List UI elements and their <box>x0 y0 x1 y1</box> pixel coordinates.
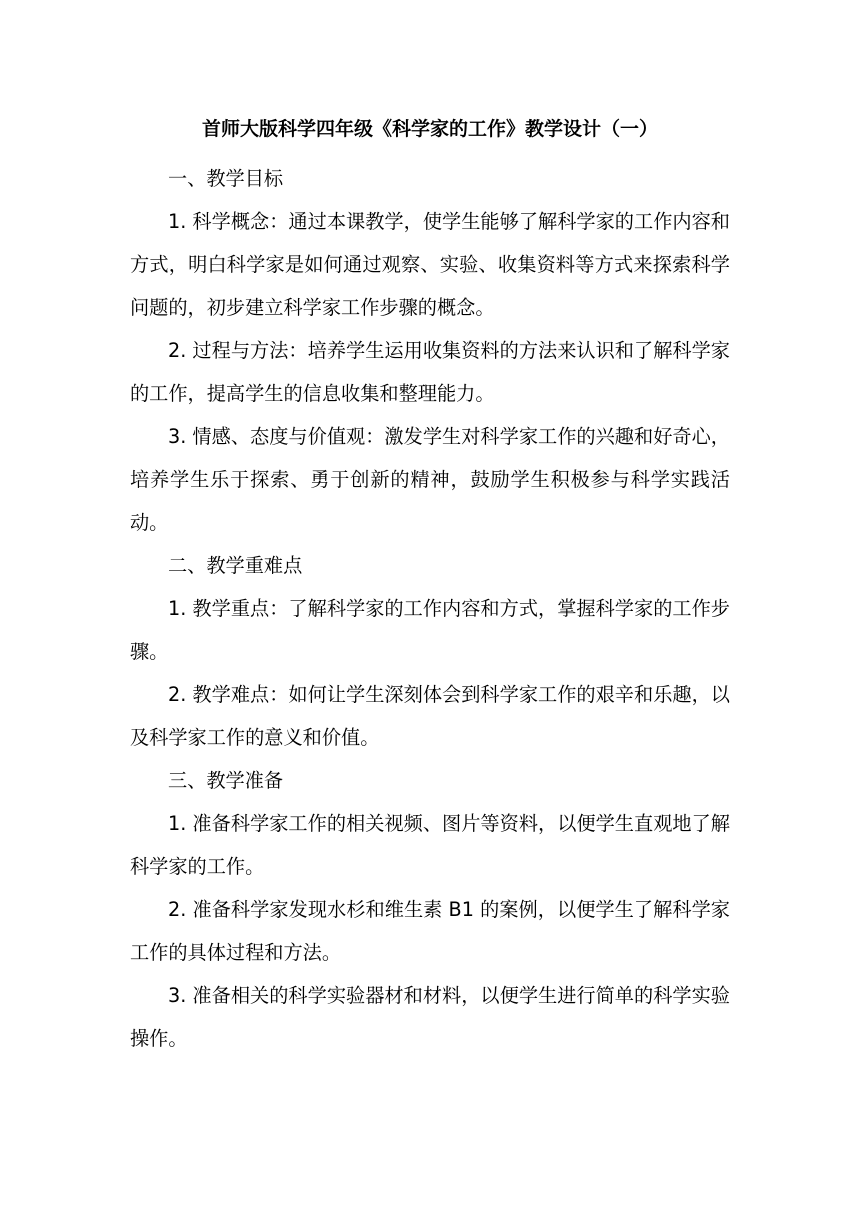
paragraph: 1. 准备科学家工作的相关视频、图片等资料，以便学生直观地了解科学家的工作。 <box>130 812 730 878</box>
section-heading: 一、教学目标 <box>168 167 284 190</box>
document-title: 首师大版科学四年级《科学家的工作》教学设计（一） <box>201 118 658 140</box>
paragraph: 1. 科学概念：通过本课教学，使学生能够了解科学家的工作内容和方式，明白科学家是如何通过观察、实验、收集资料等方式来探索科学问题的，初步建立科学家工作步骤的概念。 <box>130 210 730 319</box>
paragraph: 2. 教学难点：如何让学生深刻体会到科学家工作的艰辛和乐趣，以及科学家工作的意义和价值。 <box>130 683 730 749</box>
section-key-difficult-points <box>130 544 730 759</box>
paragraph: 3. 情感、态度与价值观：激发学生对科学家工作的兴趣和好奇心，培养学生乐于探索、勇于创新的精神，鼓励学生积极参与科学实践活动。 <box>130 425 730 534</box>
document-body <box>130 114 730 1060</box>
paragraph: 2. 准备科学家发现水杉和维生素 B1 的案例，以便学生了解科学家工作的具体过程和方法。 <box>130 898 730 964</box>
section-teaching-preparation <box>130 759 730 1060</box>
paragraph: 1. 教学重点：了解科学家的工作内容和方式，掌握科学家的工作步骤。 <box>130 597 730 663</box>
section-heading: 三、教学准备 <box>168 769 284 792</box>
paragraph: 2. 过程与方法：培养学生运用收集资料的方法来认识和了解科学家的工作，提高学生的信息收集和整理能力。 <box>130 339 730 405</box>
section-heading: 二、教学重难点 <box>168 554 303 577</box>
section-teaching-objectives <box>130 157 730 544</box>
paragraph: 3. 准备相关的科学实验器材和材料，以便学生进行简单的科学实验操作。 <box>130 984 730 1050</box>
